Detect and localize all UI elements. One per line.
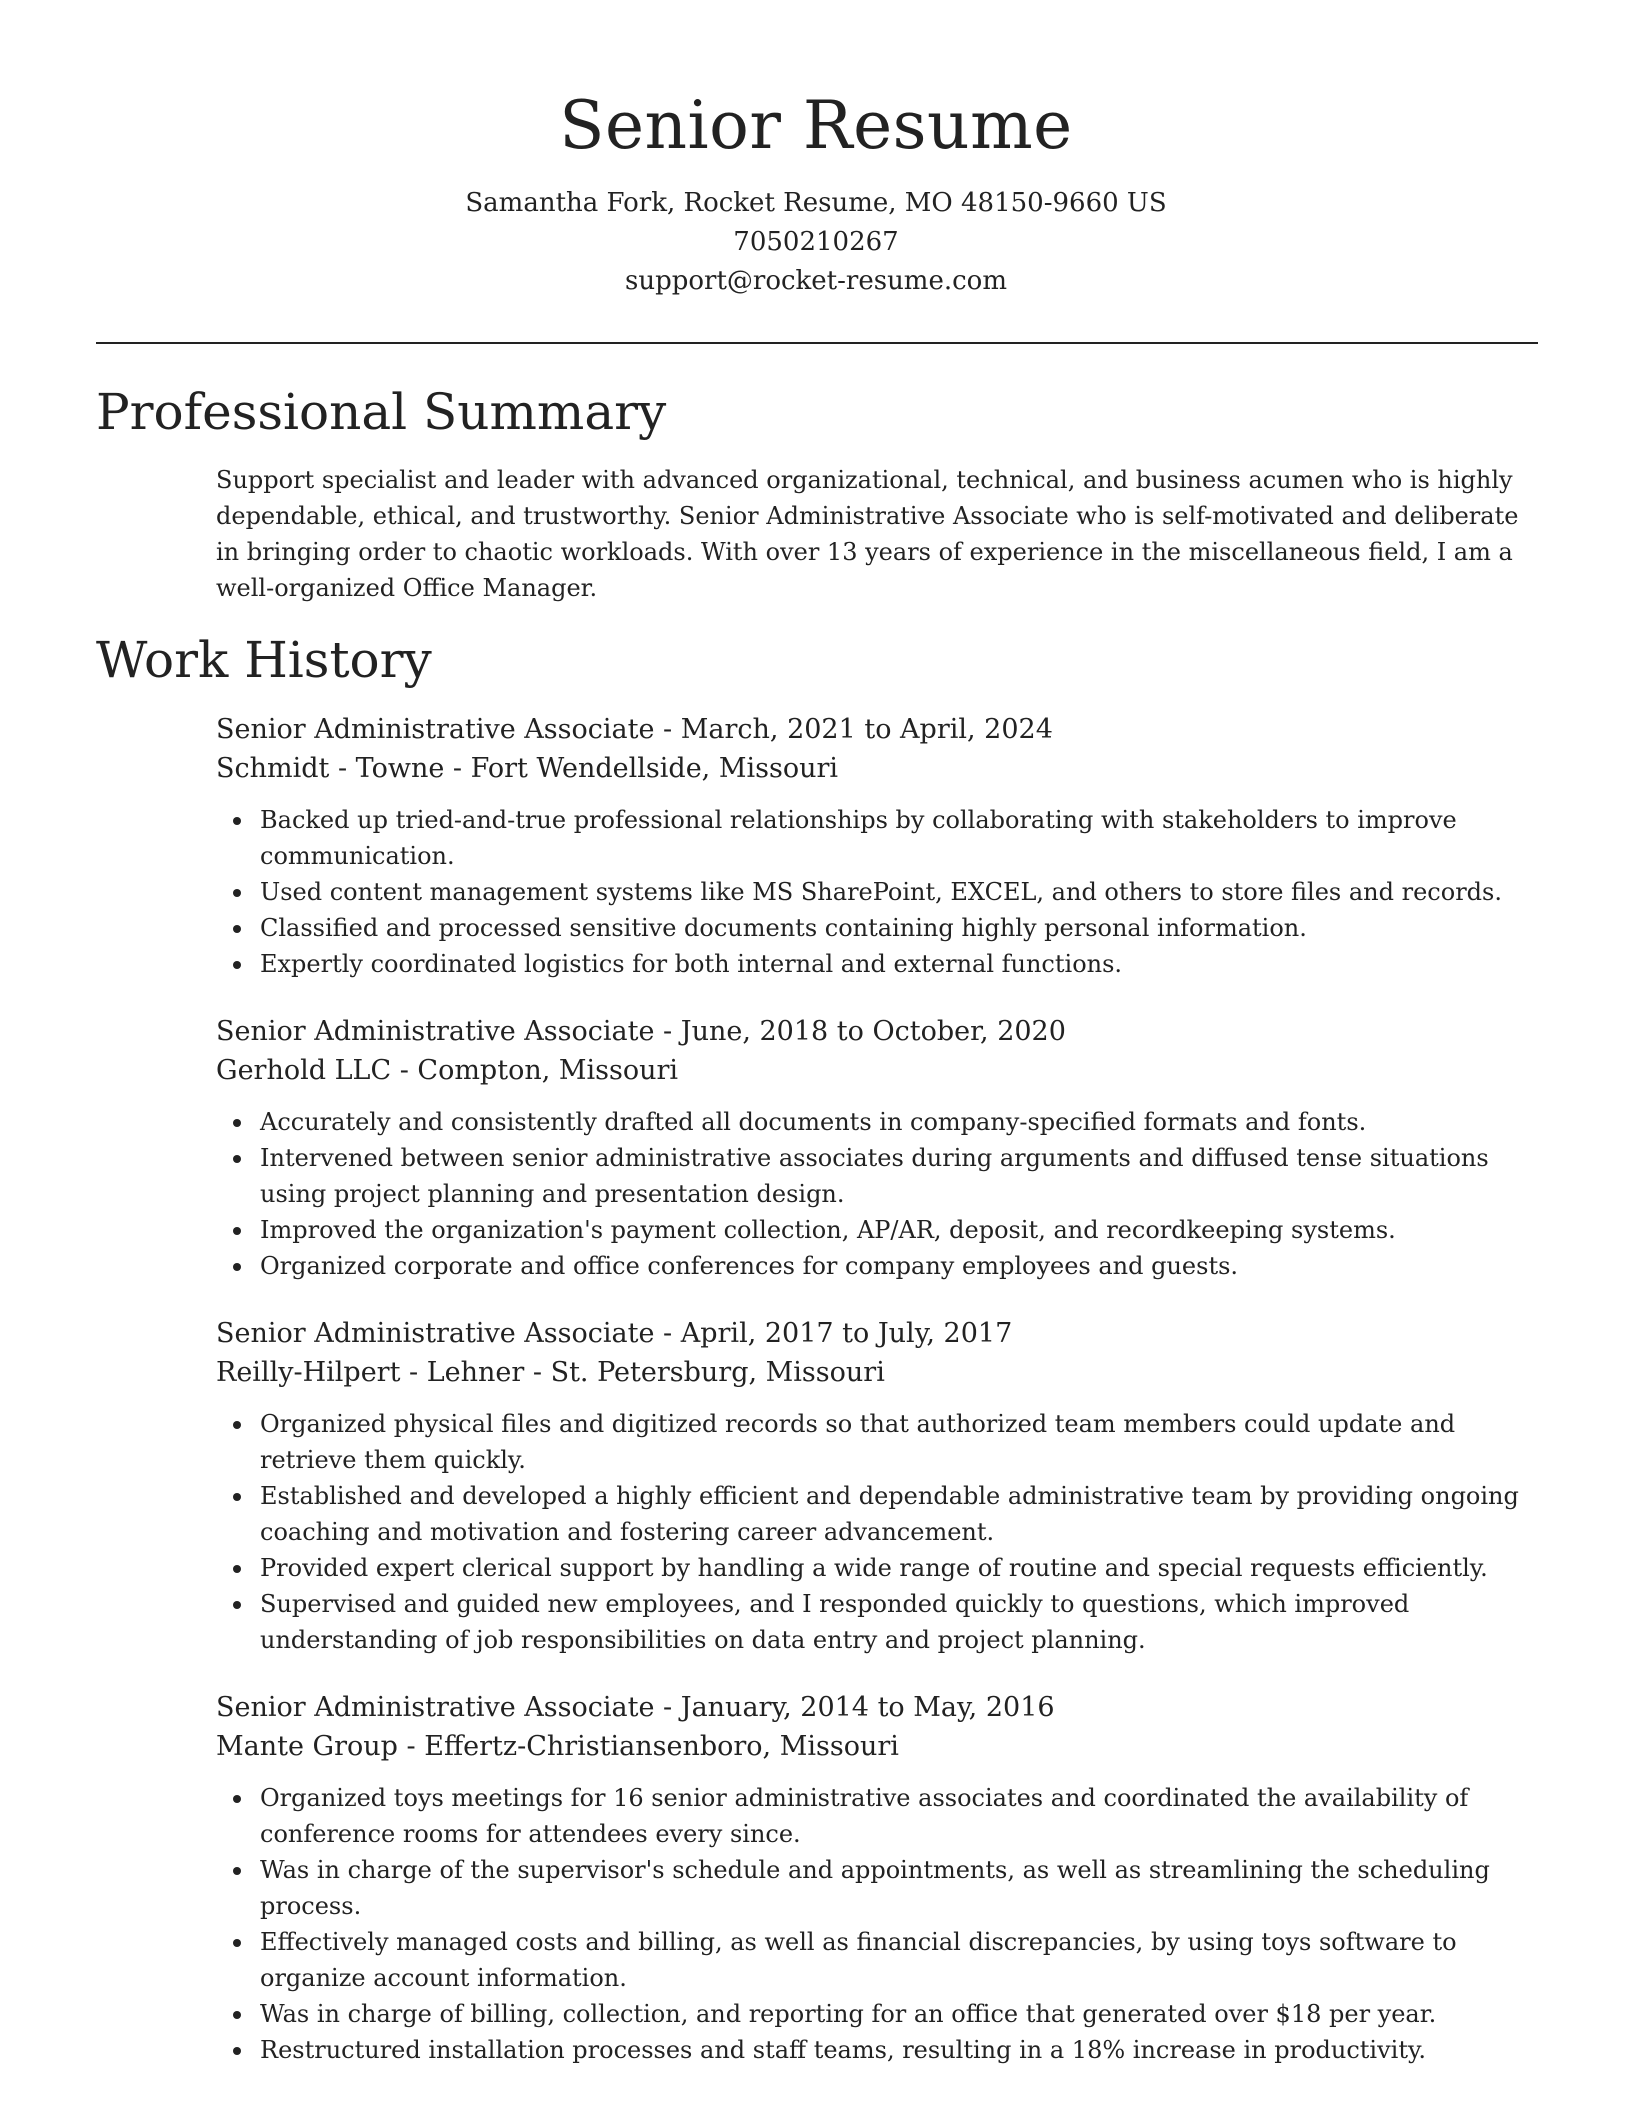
job-bullet: Backed up tried-and-true professional relationships by collaborating with stakeholders to improve communication. <box>260 802 1538 874</box>
job-bullet: Restructured installation processes and staff teams, resulting in a 18% increase in productivity. <box>260 2032 1538 2068</box>
job-dates: - June, 2018 to October, 2020 <box>654 1016 1066 1047</box>
job-company: Mante Group <box>216 1731 398 1762</box>
job-bullet: Was in charge of billing, collection, and reporting for an office that generated over $18 per year. <box>260 1996 1538 2032</box>
job-bullet: Accurately and consistently drafted all documents in company-specified formats and fonts. <box>260 1104 1538 1140</box>
job-bullet: Provided expert clerical support by handling a wide range of routine and special requests efficiently. <box>260 1550 1538 1586</box>
contact-address: Samantha Fork, Rocket Resume, MO 48150-9660 US <box>465 188 1167 218</box>
job-bullet: Organized corporate and office conferences for company employees and guests. <box>260 1248 1538 1284</box>
job-bullet: Improved the organization's payment collection, AP/AR, deposit, and recordkeeping systems. <box>260 1212 1538 1248</box>
job-bullet: Was in charge of the supervisor's schedule and appointments, as well as streamlining the scheduling process. <box>260 1852 1538 1924</box>
job-dates: - January, 2014 to May, 2016 <box>654 1692 1055 1723</box>
job-entry <box>216 710 1538 982</box>
job-company-line <box>216 749 1538 788</box>
resume-header <box>0 0 1632 301</box>
job-entry <box>216 1688 1538 2068</box>
job-location: - Effertz-Christiansenboro, Missouri <box>397 1731 899 1762</box>
summary-text: Support specialist and leader with advanced organizational, technical, and business acumen who is highly dependable, ethical, and trustworthy. Senior Administrative Associate who is self-motivated and deliberate in bringing order to chaotic workloads. With over 13 years of experience in the miscellaneous field, I am a well-organized Office Manager. <box>216 466 1519 602</box>
job-bullets <box>216 1104 1538 1284</box>
summary-heading: Professional Summary <box>96 383 667 441</box>
job-dates: - April, 2017 to July, 2017 <box>654 1318 1013 1349</box>
job-bullet: Expertly coordinated logistics for both internal and external functions. <box>260 946 1538 982</box>
job-title: Senior Administrative Associate <box>216 1318 655 1349</box>
job-title-line <box>216 710 1538 749</box>
job-dates: - March, 2021 to April, 2024 <box>654 714 1053 745</box>
work-history-heading: Work History <box>96 631 432 689</box>
job-bullet: Intervened between senior administrative associates during arguments and diffused tense situations using project planning and presentation design. <box>260 1140 1538 1212</box>
job-company: Reilly-Hilpert - Lehner <box>216 1357 525 1388</box>
job-bullet: Used content management systems like MS SharePoint, EXCEL, and others to store files and records. <box>260 874 1538 910</box>
job-title-line <box>216 1012 1538 1051</box>
job-location: - Fort Wendellside, Missouri <box>444 753 839 784</box>
contact-block <box>0 184 1632 301</box>
job-title-line <box>216 1688 1538 1727</box>
job-bullet: Effectively managed costs and billing, as well as financial discrepancies, by using toys software to organize account information. <box>260 1924 1538 1996</box>
contact-phone: 7050210267 <box>733 227 899 257</box>
job-entry <box>216 1012 1538 1284</box>
job-title-line <box>216 1314 1538 1353</box>
job-entry <box>216 1314 1538 1658</box>
job-bullet: Classified and processed sensitive documents containing highly personal information. <box>260 910 1538 946</box>
job-bullets <box>216 1406 1538 1658</box>
contact-email: support@rocket-resume.com <box>624 266 1007 296</box>
header-divider <box>96 342 1538 344</box>
job-bullet: Organized physical files and digitized records so that authorized team members could update and retrieve them quickly. <box>260 1406 1538 1478</box>
work-history-list <box>216 710 1538 2098</box>
job-company: Gerhold LLC <box>216 1055 392 1086</box>
job-company-line <box>216 1353 1538 1392</box>
job-title: Senior Administrative Associate <box>216 1016 655 1047</box>
job-location: - St. Petersburg, Missouri <box>524 1357 885 1388</box>
resume-title: Senior Resume <box>559 87 1073 164</box>
job-company: Schmidt - Towne <box>216 753 445 784</box>
job-bullet: Established and developed a highly efficient and dependable administrative team by providing ongoing coaching and motivation and fostering career advancement. <box>260 1478 1538 1550</box>
job-bullet: Supervised and guided new employees, and I responded quickly to questions, which improved understanding of job responsibilities on data entry and project planning. <box>260 1586 1538 1658</box>
job-title: Senior Administrative Associate <box>216 1692 655 1723</box>
job-bullet: Organized toys meetings for 16 senior administrative associates and coordinated the availability of conference rooms for attendees every since. <box>260 1780 1538 1852</box>
job-company-line <box>216 1727 1538 1766</box>
job-bullets <box>216 1780 1538 2068</box>
job-company-line <box>216 1051 1538 1090</box>
job-title: Senior Administrative Associate <box>216 714 655 745</box>
job-location: - Compton, Missouri <box>391 1055 679 1086</box>
job-bullets <box>216 802 1538 982</box>
